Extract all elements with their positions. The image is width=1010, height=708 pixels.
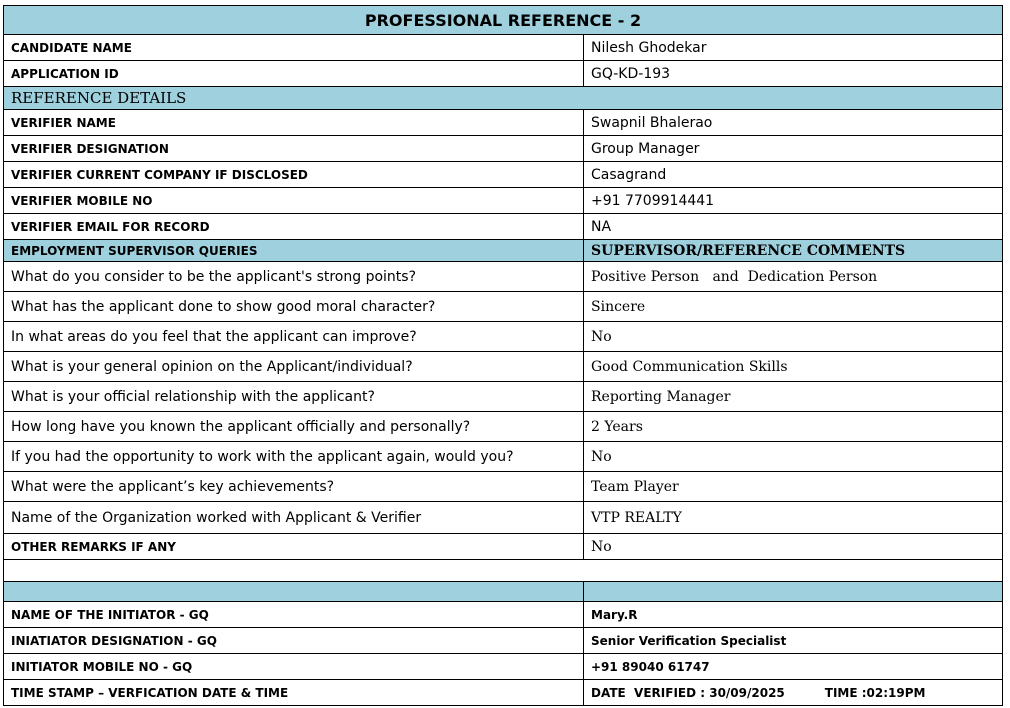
application-id-row [4,61,1003,87]
query-answer: Positive Person and Dedication Person [584,262,1003,292]
verifier-name-row [4,110,1003,136]
verifier-company-label: VERIFIER CURRENT COMPANY IF DISCLOSED [4,162,584,188]
application-id-label: APPLICATION ID [4,61,584,87]
query-question: What has the applicant done to show good moral character? [4,292,584,322]
blank-row [4,560,1003,582]
verifier-mobile-value: +91 7709914441 [584,188,1003,214]
query-row [4,442,1003,472]
verifier-designation-row [4,136,1003,162]
initiator-name-row [4,602,1003,628]
query-question: What were the applicant’s key achievements? [4,472,584,502]
verifier-designation-label: VERIFIER DESIGNATION [4,136,584,162]
query-question: If you had the opportunity to work with the applicant again, would you? [4,442,584,472]
verifier-company-row [4,162,1003,188]
verifier-name-label: VERIFIER NAME [4,110,584,136]
timestamp-label: TIME STAMP – VERFICATION DATE & TIME [4,680,584,706]
query-answer: Team Player [584,472,1003,502]
query-question: How long have you known the applicant officially and personally? [4,412,584,442]
query-answer: 2 Years [584,412,1003,442]
query-answer: No [584,442,1003,472]
initiator-header-right [584,582,1003,602]
query-question: In what areas do you feel that the applicant can improve? [4,322,584,352]
query-row [4,322,1003,352]
candidate-name-value: Nilesh Ghodekar [584,35,1003,61]
query-answer: Sincere [584,292,1003,322]
candidate-name-label: CANDIDATE NAME [4,35,584,61]
reference-details-header: REFERENCE DETAILS [4,87,1003,110]
query-question: What is your general opinion on the Applicant/individual? [4,352,584,382]
query-answer: Reporting Manager [584,382,1003,412]
blank-cell [4,560,1003,582]
initiator-mobile-row [4,654,1003,680]
timestamp-row [4,680,1003,706]
query-row [4,262,1003,292]
query-answer: No [584,322,1003,352]
verifier-designation-value: Group Manager [584,136,1003,162]
verifier-company-value: Casagrand [584,162,1003,188]
initiator-name-label: NAME OF THE INITIATOR - GQ [4,602,584,628]
application-id-value: GQ-KD-193 [584,61,1003,87]
initiator-designation-label: INIATIATOR DESIGNATION - GQ [4,628,584,654]
query-row [4,412,1003,442]
initiator-designation-value: Senior Verification Specialist [584,628,1003,654]
queries-header-left: EMPLOYMENT SUPERVISOR QUERIES [4,240,584,262]
title-row [4,6,1003,35]
query-row [4,472,1003,502]
query-question: What is your official relationship with the applicant? [4,382,584,412]
queries-header-right: SUPERVISOR/REFERENCE COMMENTS [584,240,1003,262]
reference-form [3,5,1003,706]
initiator-mobile-value: +91 89040 61747 [584,654,1003,680]
query-row [4,502,1003,534]
verifier-name-value: Swapnil Bhalerao [584,110,1003,136]
initiator-name-value: Mary.R [584,602,1003,628]
initiator-mobile-label: INITIATOR MOBILE NO - GQ [4,654,584,680]
query-answer: VTP REALTY [584,502,1003,534]
initiator-designation-row [4,628,1003,654]
queries-header-row [4,240,1003,262]
page-title: PROFESSIONAL REFERENCE - 2 [4,6,1003,35]
timestamp-value [584,680,1003,706]
query-question: What do you consider to be the applicant's strong points? [4,262,584,292]
query-row [4,382,1003,412]
verified-date: DATE VERIFIED : 30/09/2025 [591,685,785,700]
verifier-email-label: VERIFIER EMAIL FOR RECORD [4,214,584,240]
reference-details-row [4,87,1003,110]
candidate-name-row [4,35,1003,61]
verifier-email-row [4,214,1003,240]
other-remarks-label: OTHER REMARKS IF ANY [4,534,584,560]
verifier-mobile-row [4,188,1003,214]
verifier-email-value: NA [584,214,1003,240]
verified-time: TIME :02:19PM [824,685,926,700]
query-answer: Good Communication Skills [584,352,1003,382]
query-question: Name of the Organization worked with Applicant & Verifier [4,502,584,534]
other-remarks-row [4,534,1003,560]
initiator-header-row [4,582,1003,602]
verifier-mobile-label: VERIFIER MOBILE NO [4,188,584,214]
query-row [4,352,1003,382]
initiator-header-left [4,582,584,602]
query-row [4,292,1003,322]
other-remarks-value: No [584,534,1003,560]
